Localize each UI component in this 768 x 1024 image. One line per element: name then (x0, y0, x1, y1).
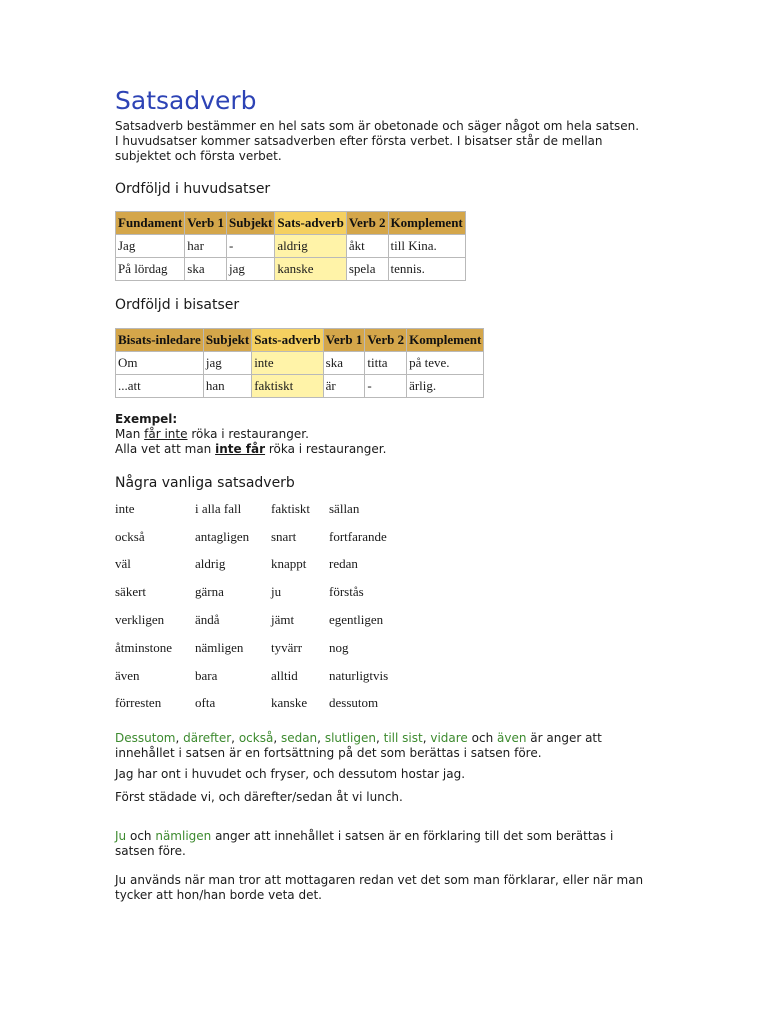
table-cell-adverb: inte (252, 352, 323, 375)
main-clause-table (115, 211, 466, 281)
list-row (115, 606, 419, 634)
list-item: sällan (329, 500, 360, 516)
list-item: åtminstone (115, 639, 173, 655)
green-adverb: Dessutom (115, 731, 176, 746)
list-item: snart (271, 528, 297, 544)
separator: , (273, 731, 281, 746)
table-cell: tennis. (388, 258, 465, 281)
header-cell: Subjekt (203, 329, 251, 352)
header-cell: Verb 1 (185, 212, 227, 235)
table-row (116, 375, 484, 398)
list-item: naturligtvis (329, 667, 389, 683)
list-item: gärna (195, 584, 224, 600)
main-clause-heading: Ordföljd i huvudsatser (115, 181, 271, 197)
table-cell: ska (323, 352, 365, 375)
list-row (115, 551, 419, 579)
header-cell: Verb 1 (323, 329, 365, 352)
list-row (115, 495, 419, 523)
table-cell: ska (185, 258, 227, 281)
intro-paragraph-2: I huvudsatser kommer satsadverben efter första verbet. I bisatser står de mellan subjektet och första verbet. (115, 134, 603, 163)
example-block (115, 412, 655, 457)
list-item: aldrig (195, 556, 226, 572)
green-adverb: vidare (430, 731, 468, 746)
list-item: fortfarande (329, 528, 387, 544)
table-row (116, 235, 466, 258)
page-title: Satsadverb (115, 86, 257, 115)
list-item: kanske (271, 695, 308, 711)
header-cell: Bisats-inledare (116, 329, 204, 352)
list-item: inte (115, 500, 135, 516)
explanation-paragraph (115, 829, 655, 859)
table-cell: jag (203, 352, 251, 375)
header-cell: Verb 2 (365, 329, 407, 352)
table-cell: är (323, 375, 365, 398)
separator: , (317, 731, 325, 746)
list-item: bara (195, 667, 218, 683)
list-item: dessutom (329, 695, 379, 711)
table-cell: - (365, 375, 407, 398)
green-adverb: sedan (280, 731, 318, 746)
list-item: också (115, 528, 145, 544)
table-cell: till Kina. (388, 235, 465, 258)
green-adverb: därefter (183, 731, 232, 746)
conjunction: och (126, 829, 156, 844)
table-cell-adverb: faktiskt (252, 375, 323, 398)
sub-clause-table (115, 328, 484, 398)
table-cell: Om (116, 352, 204, 375)
table-cell: titta (365, 352, 407, 375)
table-header-row (116, 329, 484, 352)
list-row (115, 523, 419, 551)
list-item: förstås (329, 584, 364, 600)
header-cell: Komplement (388, 212, 465, 235)
table-cell: har (185, 235, 227, 258)
header-cell: Fundament (116, 212, 185, 235)
list-item: ofta (195, 695, 216, 711)
example-marked-adverb: får inte (144, 427, 188, 441)
list-row (115, 690, 419, 718)
header-cell: Subjekt (227, 212, 275, 235)
header-cell-adverb: Sats-adverb (252, 329, 323, 352)
list-row (115, 662, 419, 690)
example-text: Man (115, 427, 145, 441)
list-item: väl (115, 556, 131, 572)
green-adverb: Ju (115, 829, 127, 844)
explanation-text: anger att innehållet i satsen är en förklaring till det som berättas i satsen före. (115, 829, 614, 859)
table-cell-adverb: kanske (275, 258, 346, 281)
list-item: säkert (115, 584, 147, 600)
continuation-example-1: Jag har ont i huvudet och fryser, och dessutom hostar jag. (115, 767, 466, 782)
header-cell-adverb: Sats-adverb (275, 212, 346, 235)
example-line-2 (115, 442, 655, 457)
list-item: ändå (195, 612, 220, 628)
table-cell: jag (227, 258, 275, 281)
conjunction: och (467, 731, 497, 746)
table-row (116, 258, 466, 281)
list-row (115, 578, 419, 606)
list-item: nog (329, 639, 349, 655)
table-cell: åkt (346, 235, 388, 258)
green-adverb: till sist (383, 731, 423, 746)
green-adverb: slutligen (324, 731, 376, 746)
separator: , (231, 731, 239, 746)
header-cell: Verb 2 (346, 212, 388, 235)
table-cell: Jag (116, 235, 185, 258)
sub-clause-heading: Ordföljd i bisatser (115, 297, 240, 313)
separator: , (375, 731, 384, 746)
intro-paragraph-1: Satsadverb bestämmer en hel sats som är obetonade och säger något om hela satsen. (115, 119, 640, 133)
table-cell: han (203, 375, 251, 398)
common-adverbs-table (115, 495, 419, 717)
example-text: Alla vet att man (115, 442, 216, 456)
table-header-row (116, 212, 466, 235)
separator: , (175, 731, 184, 746)
header-cell: Komplement (407, 329, 484, 352)
example-text: röka i restauranger. (187, 427, 309, 441)
green-adverb: också (238, 731, 274, 746)
table-cell: - (227, 235, 275, 258)
list-item: faktiskt (271, 500, 310, 516)
green-adverb: även (497, 731, 527, 746)
example-label: Exempel: (115, 412, 178, 426)
list-item: egentligen (329, 612, 384, 628)
list-item: nämligen (195, 639, 244, 655)
table-cell: På lördag (116, 258, 185, 281)
list-item: ju (271, 584, 282, 600)
explanation-text: är anger att innehållet i satsen är en fortsättning på det som berättas i satsen före. (115, 731, 602, 761)
common-adverbs-heading: Några vanliga satsadverb (115, 475, 295, 491)
list-item: verkligen (115, 612, 165, 628)
list-item: även (115, 667, 140, 683)
table-cell: ärlig. (407, 375, 484, 398)
table-cell: på teve. (407, 352, 484, 375)
separator: , (422, 731, 431, 746)
example-marked-adverb: inte får (215, 442, 266, 456)
list-item: antagligen (195, 528, 250, 544)
list-item: jämt (271, 612, 295, 628)
list-item: tyvärr (271, 639, 303, 655)
continuation-explanation (115, 731, 655, 761)
list-item: förresten (115, 695, 162, 711)
list-item: knappt (271, 556, 307, 572)
list-row (115, 634, 419, 662)
table-cell: ...att (116, 375, 204, 398)
document-page (115, 82, 655, 903)
list-item: redan (329, 556, 358, 572)
table-row (116, 352, 484, 375)
ju-usage-paragraph: Ju används när man tror att mottagaren redan vet det som man förklarar, eller när man tycker att hon/han borde veta det. (115, 873, 644, 903)
example-line-1 (115, 427, 655, 442)
table-cell-adverb: aldrig (275, 235, 346, 258)
green-adverb: nämligen (155, 829, 212, 844)
list-item: i alla fall (195, 500, 242, 516)
continuation-example-2: Först städade vi, och därefter/sedan åt vi lunch. (115, 790, 403, 805)
list-item: alltid (271, 667, 298, 683)
example-text: röka i restauranger. (265, 442, 387, 456)
table-cell: spela (346, 258, 388, 281)
